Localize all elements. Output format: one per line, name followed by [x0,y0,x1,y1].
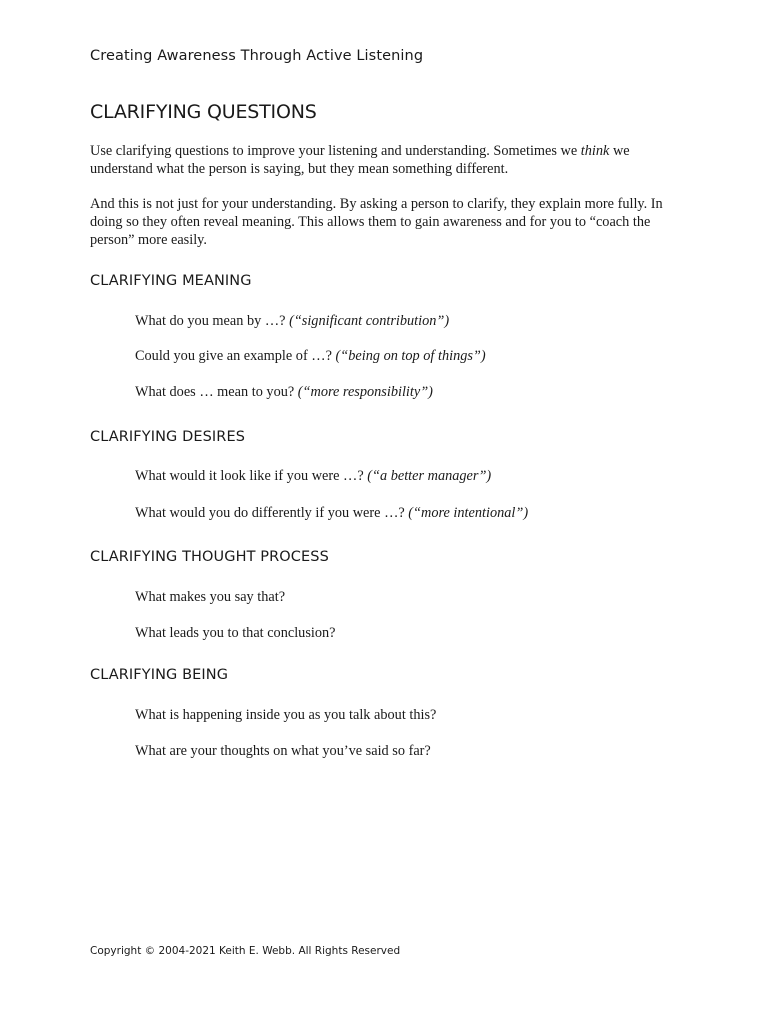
intro-text-after: we understand what the person is saying, but they mean something different. [90,143,630,177]
question-item [135,707,436,724]
section-heading-desires: CLARIFYING DESIRES [90,429,246,445]
section-heading-being: CLARIFYING BEING [90,667,229,683]
question-example: (“more intentional”) [408,505,529,521]
question-text: What would it look like if you were …? [135,468,368,484]
question-item [135,313,449,330]
question-text: Could you give an example of …? [135,348,336,364]
question-item [135,505,528,522]
question-example: (“more responsibility”) [297,384,433,400]
section-heading-thought-process: CLARIFYING THOUGHT PROCESS [90,549,329,565]
intro-emphasis: think [580,143,610,159]
question-example: (“significant contribution”) [289,313,450,329]
question-text: What makes you say that? [135,589,286,605]
question-example: (“a better manager”) [367,468,492,484]
intro-paragraph-1 [90,142,675,178]
question-text: What leads you to that conclusion? [135,625,336,641]
copyright-footer: Copyright © 2004-2021 Keith E. Webb. All Rights Reserved [90,945,401,957]
intro-text-before: Use clarifying questions to improve your listening and understanding. Sometimes we [90,143,581,159]
question-item [135,468,491,485]
question-item [135,743,431,760]
page-title: CLARIFYING QUESTIONS [90,101,317,123]
question-text: What are your thoughts on what you’ve said so far? [135,743,431,759]
question-item [135,384,433,401]
running-header: Creating Awareness Through Active Listening [90,48,424,64]
question-text: What does … mean to you? [135,384,298,400]
section-heading-meaning: CLARIFYING MEANING [90,273,252,289]
question-item [135,348,486,365]
question-item [135,589,285,606]
question-text: What is happening inside you as you talk about this? [135,707,437,723]
question-item [135,625,336,642]
question-example: (“being on top of things”) [335,348,486,364]
question-text: What do you mean by …? [135,313,290,329]
question-text: What would you do differently if you were …? [135,505,409,521]
intro-paragraph-2: And this is not just for your understanding. By asking a person to clarify, they explain more fully. In doing so they often reveal meaning. This allows them to gain awareness and for you to “coach the person” more easily. [90,196,663,248]
